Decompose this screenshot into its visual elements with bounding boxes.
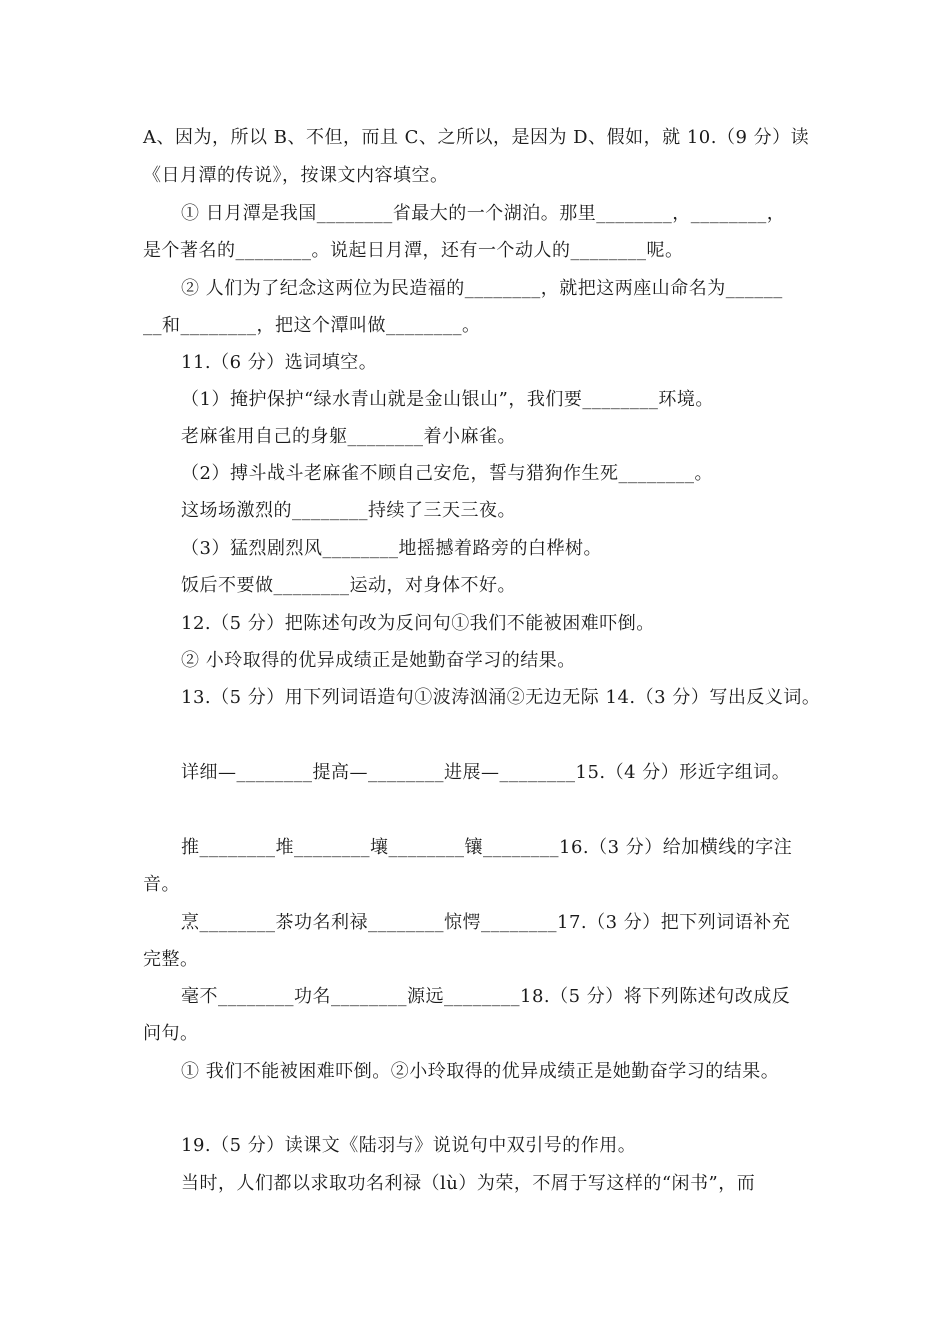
text-line: 老麻雀用自己的身躯________着小麻雀。 [181,426,516,447]
text-line: __和________，把这个潭叫做________。 [143,315,481,336]
text-line: 详细—________提高—________进展—________15.（4 分）形近字组词。 [181,762,791,783]
text-line: （3）猛烈剧烈风________地摇撼着路旁的白桦树。 [181,538,602,559]
text-line: 问句。 [143,1023,199,1044]
text-line: 毫不________功名________源远________18.（5 分）将下列陈述句改成反 [181,986,791,1007]
text-line: 烹________茶功名利禄________惊愕________17.（3 分）把下列词语补充 [181,912,791,933]
text-line: 饭后不要做________运动，对身体不好。 [181,575,516,596]
text-line: 音。 [143,874,180,895]
question-19-title: 19.（5 分）读课文《陆羽与》说说句中双引号的作用。 [181,1135,637,1156]
text-line: ① 日月潭是我国________省最大的一个湖泊。那里________，________， [181,203,786,224]
text-line: A、因为，所以 B、不但，而且 C、之所以，是因为 D、假如，就 10.（9 分）读 [143,127,810,148]
text-line: ② 人们为了纪念这两位为民造福的________，就把这两座山命名为______ [181,278,783,299]
text-line: ① 我们不能被困难吓倒。②小玲取得的优异成绩正是她勤奋学习的结果。 [181,1061,780,1082]
text-line: 当时，人们都以求取功名利禄（lù）为荣，不屑于写这样的“闲书”，而 [181,1173,756,1194]
text-line: 推________堆________壤________镶________16.（3 分）给加横线的字注 [181,837,793,858]
text-line: 是个著名的________。说起日月潭，还有一个动人的________呢。 [143,240,684,261]
text-line: （2）搏斗战斗老麻雀不顾自己安危，誓与猎狗作生死________。 [181,463,713,484]
text-line: （1）掩护保护“绿水青山就是金山银山”，我们要________环境。 [181,389,714,410]
text-line: 这场场激烈的________持续了三天三夜。 [181,500,516,521]
text-line: ② 小玲取得的优异成绩正是她勤奋学习的结果。 [181,650,576,671]
question-12-title: 12.（5 分）把陈述句改为反问句①我们不能被困难吓倒。 [181,613,655,634]
text-line: 《日月潭的传说》，按课文内容填空。 [143,165,449,186]
question-13-title: 13.（5 分）用下列词语造句①波涛汹涌②无边无际 14.（3 分）写出反义词。 [181,687,821,708]
text-line: 完整。 [143,949,199,970]
question-11-title: 11.（6 分）选词填空。 [181,352,378,373]
